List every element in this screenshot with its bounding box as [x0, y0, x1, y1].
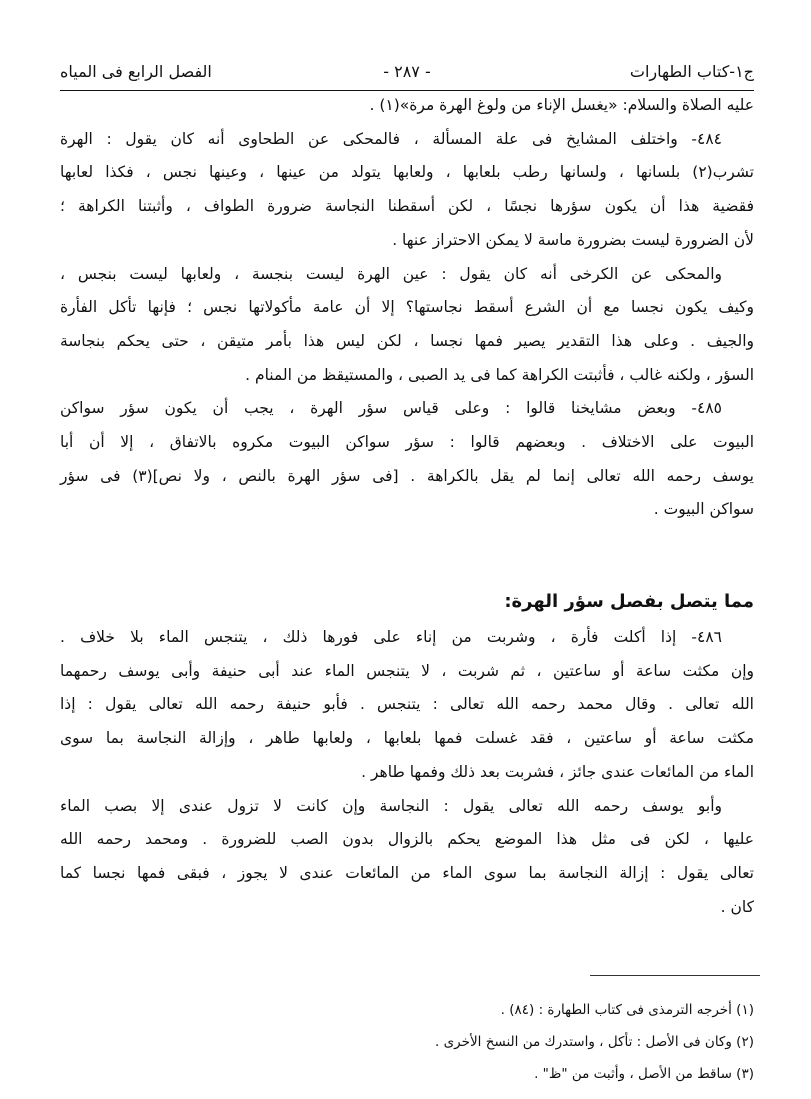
text-line: ٤٨٥- وبعض مشايخنا قالوا : وعلى قياس سؤر الهرة ، يجب أن يكون سؤر سواكن [60, 399, 722, 418]
text-line: لأن الضرورة ليست بضرورة ماسة لا يمكن الاحتراز عنها . [392, 230, 754, 249]
text-line: تشرب(٢) بلسانها ، ولسانها رطب بلعابها ، ولعابها يتولد من عينها ، وعينها نجس ، فكذا لعابها [60, 163, 754, 182]
header-chapter-title: الفصل الرابع فى المياه [60, 62, 212, 81]
text-line: عليه الصلاة والسلام: «يغسل الإناء من ولوغ الهرة مرة»(١) . [369, 96, 754, 114]
text-line: وكيف يكون نجسا مع أن الشرع أسقط نجاستها؟ إلا أن عامة مأكولاتها نجس ؛ فإنها تأكل الفأرة [60, 298, 754, 317]
running-header [60, 62, 754, 88]
text-line: مكثت ساعة أو ساعتين ، فقد غسلت فمها بلعابها ، ولعابها طاهر ، وإزالة النجاسة بما سوى [60, 729, 754, 748]
page-number: - ٢٨٧ - [383, 62, 431, 81]
text-line: والجيف . وعلى هذا التقدير يصير فمها نجسا ، لكن ليس هذا بأمر متيقن ، حتى يحكم بنجاسة [60, 331, 754, 350]
text-line: تعالى يقول : إزالة النجاسة بما سوى الماء من المائعات عندى لا يجوز ، فبقى فمها نجسا كما [60, 863, 754, 882]
text-line: والمحكى عن الكرخى أنه كان يقول : عين الهرة ليست بنجسة ، ولعابها ليست بنجس ، [60, 264, 722, 283]
text-line: وإن مكثت ساعة أو ساعتين ، ثم شربت ، لا يتنجس الماء عند أبى حنيفة وأبى يوسف رحمهما [60, 661, 754, 680]
text-line: ٤٨٤- واختلف المشايخ فى علة المسألة ، فالمحكى عن الطحاوى أنه كان يقول : الهرة [60, 129, 722, 148]
text-line: وأبو يوسف رحمه الله تعالى يقول : النجاسة وإن كانت لا تزول عندى إلا بصب الماء [60, 796, 722, 815]
footnote-2: (٢) وكان فى الأصل : تأكل ، واستدرك من النسخ الأخرى . [435, 1034, 754, 1050]
text-line: الماء من المائعات عندى جائز ، فشربت بعد ذلك وفمها طاهر . [361, 762, 754, 781]
footnote-1: (١) أخرجه الترمذى فى كتاب الطهارة : (٨٤) . [500, 1002, 754, 1018]
text-line: سواكن البيوت . [653, 500, 754, 519]
text-line: يوسف رحمه الله تعالى إنما لم يقل بالكراهة . [فى سؤر الهرة بالنص ، ولا نص](٣) فى سؤر [60, 466, 754, 485]
text-line: السؤر ، ولكنه غالب ، فأثبتت الكراهة كما فى يد الصبى ، والمستيقظ من المنام . [245, 365, 754, 384]
text-line: فقضية هذا أن يكون سؤرها نجسًا ، لكن أسقطنا النجاسة ضرورة الطواف ، وأثبتنا الكراهة ؛ [60, 197, 754, 216]
section-heading: مما يتصل بفصل سؤر الهرة: [504, 591, 754, 612]
header-book-title: ج١-كتاب الطهارات [629, 62, 754, 81]
text-line: الله تعالى . وقال محمد رحمه الله تعالى : يتنجس . فأبو حنيفة رحمه الله تعالى يقول : إذا [60, 695, 754, 714]
text-line: كان . [720, 897, 754, 916]
header-rule [60, 90, 754, 91]
text-line: ٤٨٦- إذا أكلت فأرة ، وشربت من إناء على فورها ذلك ، يتنجس الماء بلا خلاف . [60, 628, 722, 646]
footnote-rule [590, 975, 760, 976]
text-line: عليها ، لكن فى مثل هذا الموضع يحكم بالزوال بدون الصب للضرورة . ومحمد رحمه الله [60, 830, 754, 849]
footnote-3: (٣) ساقط من الأصل ، وأثبت من "ظ" . [534, 1066, 754, 1082]
text-line: البيوت على الاختلاف . وبعضهم قالوا : سؤر سواكن البيوت مكروه بالاتفاق ، إلا أن أبا [60, 433, 754, 451]
